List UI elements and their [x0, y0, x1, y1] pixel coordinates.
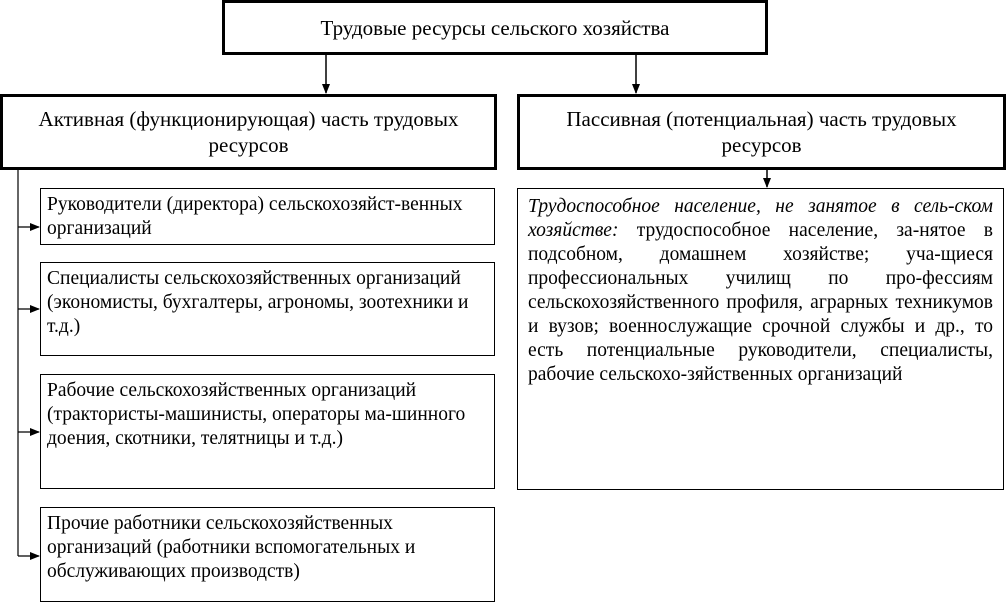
active-item-specialists: [40, 262, 495, 356]
passive-description-box: [517, 188, 1004, 490]
active-item-workers: [40, 374, 495, 489]
active-item-managers-text: Руководители (директора) сельскохозяйст-венных организаций: [47, 194, 463, 239]
active-item-other-text: Прочие работники сельскохозяйственных организаций (работники вспомогательных и обслуживающих производств): [47, 513, 416, 582]
active-part-box: [0, 94, 497, 170]
active-item-specialists-text: Специалисты сельскохозяйственных организаций (экономисты, бухгалтеры, агрономы, зоотехники и т.д.): [47, 268, 469, 337]
active-item-managers: [40, 188, 495, 245]
passive-part-label: Пассивная (потенциальная) часть трудовых ресурсов: [566, 107, 957, 157]
active-part-label: Активная (функционирующая) часть трудовых ресурсов: [38, 107, 459, 157]
active-item-other: [40, 507, 495, 602]
title-text: Трудовые ресурсы сельского хозяйства: [320, 15, 670, 40]
passive-description-italic: Трудоспособное население, не занятое в сель-ском хозяйстве:: [528, 196, 993, 241]
passive-description-text: трудоспособное население, за-нятое в подсобном, домашнем хозяйстве; уча-щиеся профессиональных училищ по про-фессиям сельскохозяйственного профиля, аграрных техникумов и вузов; военнослужащие срочной службы и др., то есть потенциальные руководители, специалисты, рабочие сельскохо-зяйственных организаций: [528, 220, 993, 385]
title-box: [222, 0, 768, 55]
active-item-workers-text: Рабочие сельскохозяйственных организаций (трактористы-машинисты, операторы ма-шинного доения, скотники, телятницы и т.д.): [47, 380, 466, 449]
passive-part-box: [517, 94, 1006, 170]
